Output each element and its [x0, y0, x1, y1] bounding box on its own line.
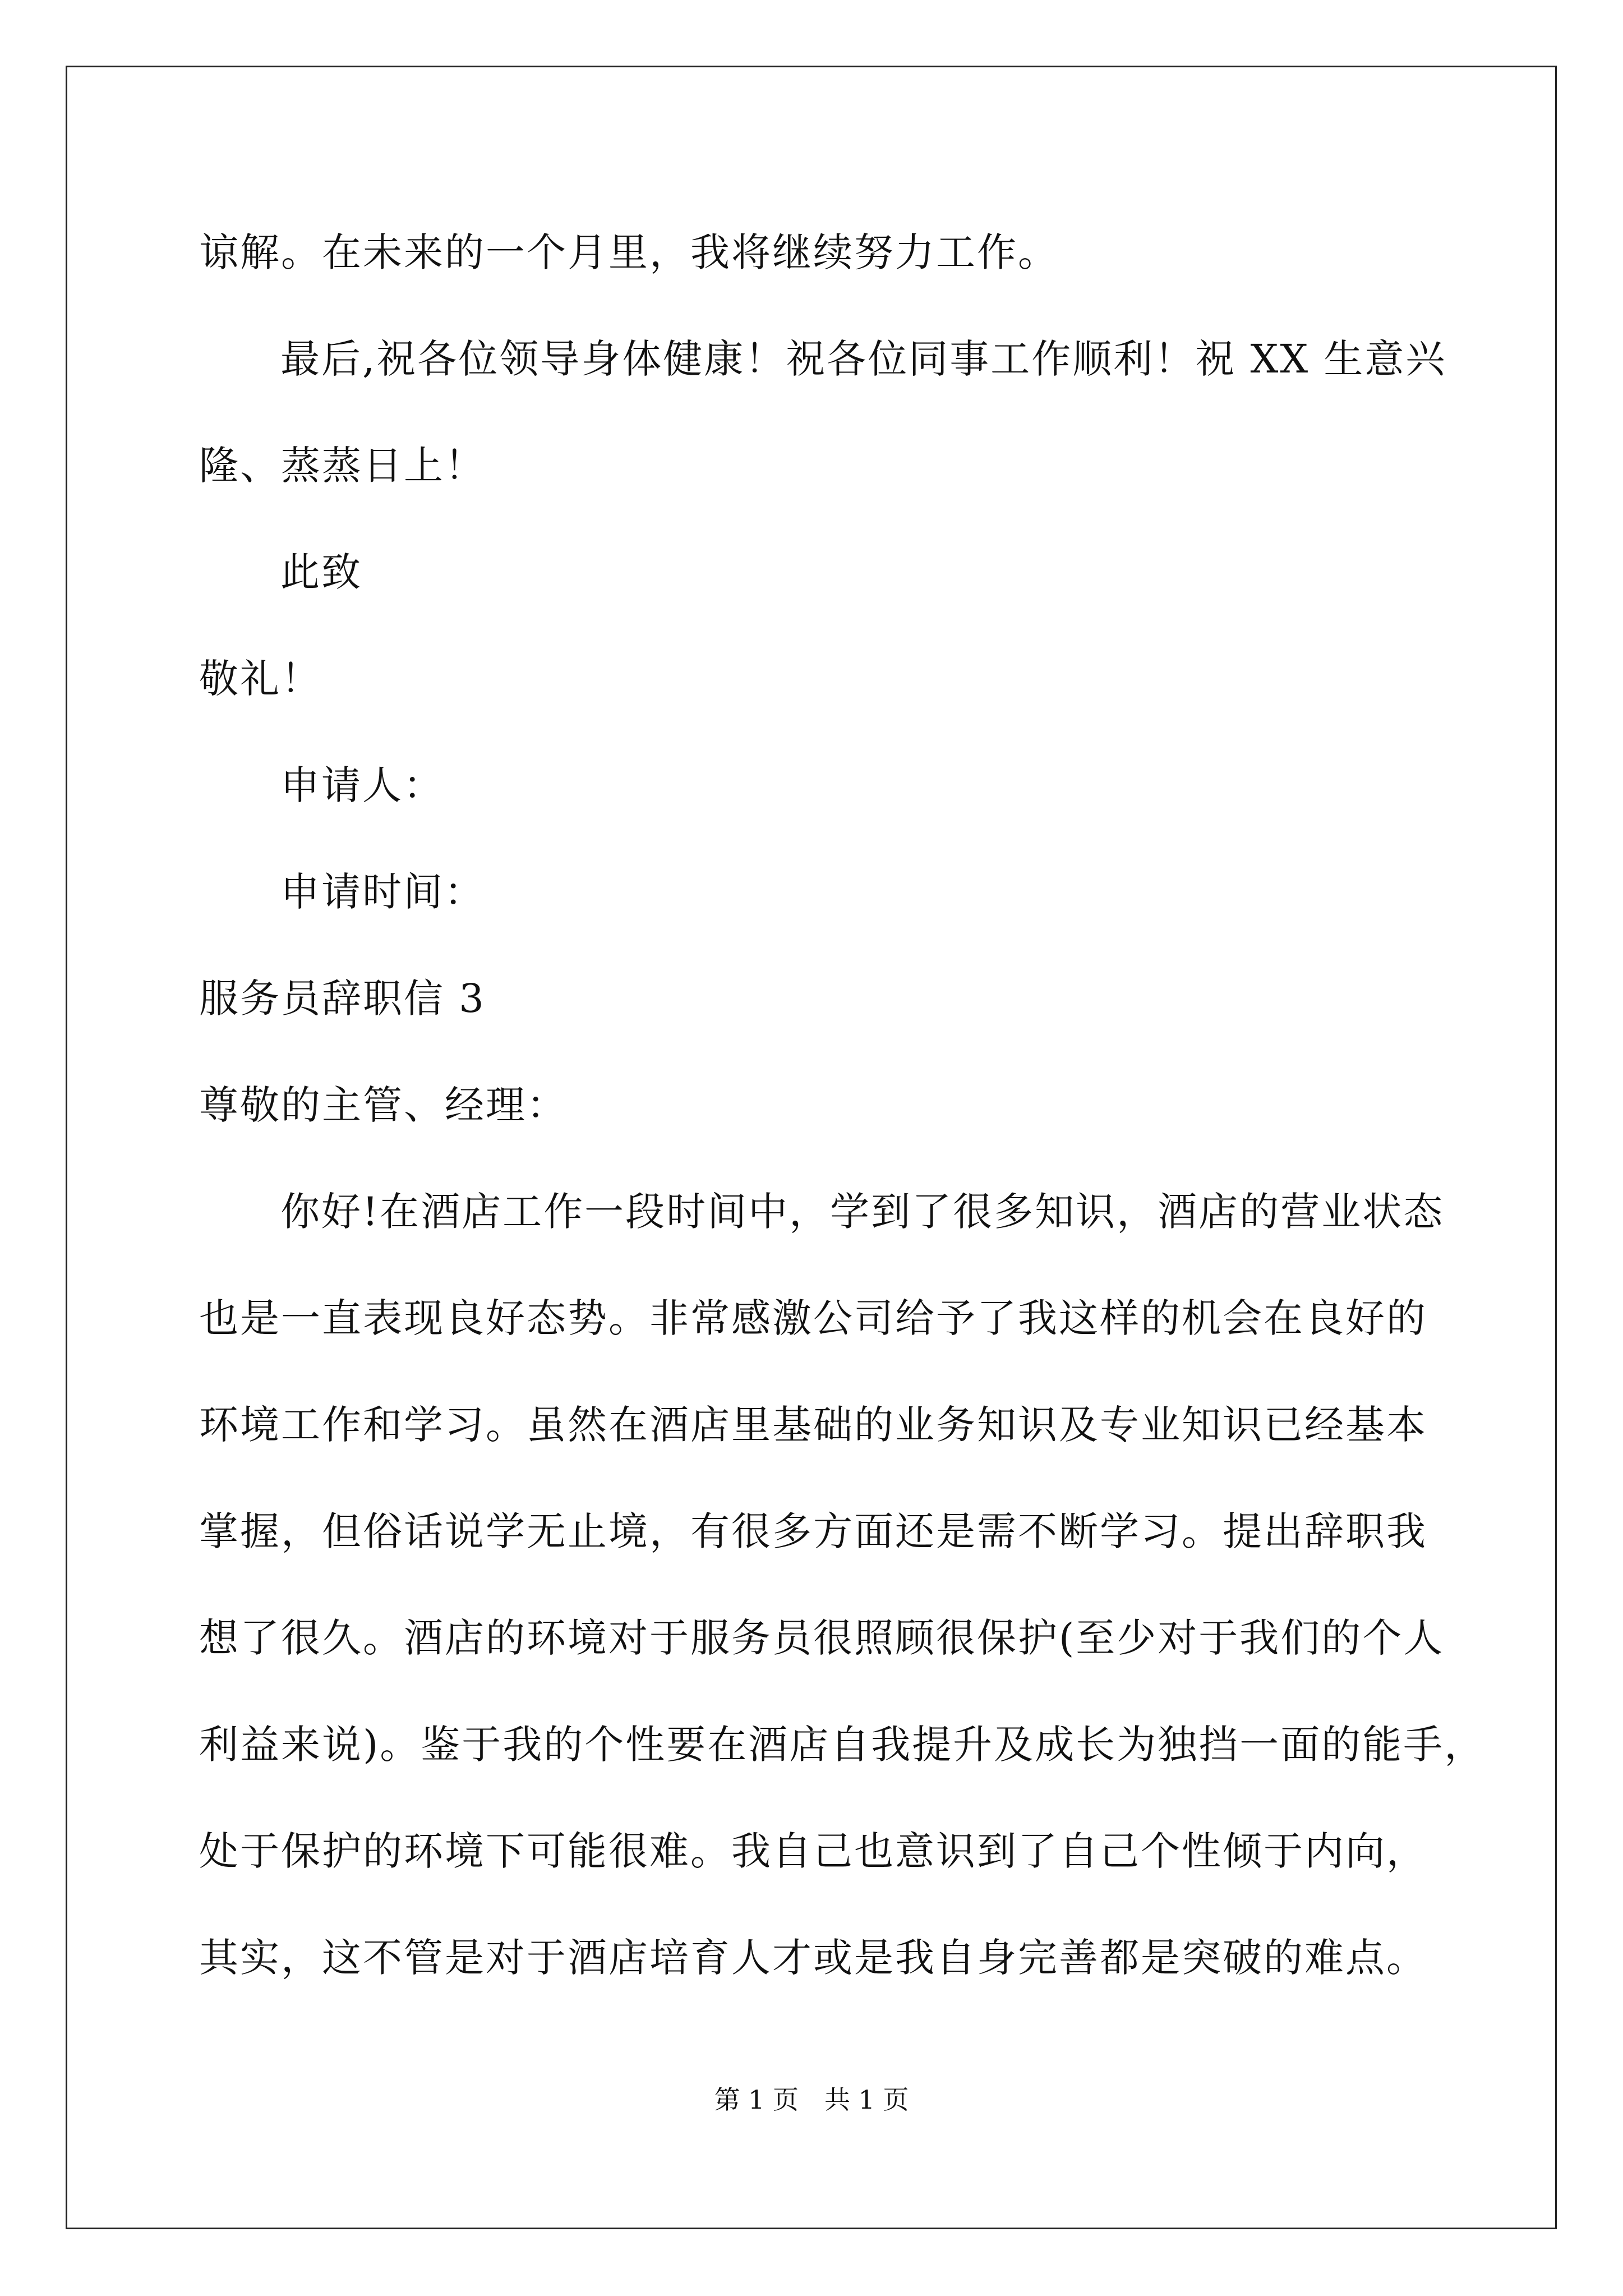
text-line-11: 也是一直表现良好态势。非常感激公司给予了我这样的机会在良好的: [199, 1295, 1427, 1341]
salutation-cizhi: 此致: [280, 549, 362, 595]
applicant-label: 申请人：: [280, 762, 444, 808]
application-date-label: 申请时间：: [280, 869, 485, 915]
salutation-jingli: 敬礼！: [199, 656, 322, 702]
text-line-1: 谅解。在未来的一个月里，我将继续努力工作。: [199, 229, 1059, 275]
text-line-12: 环境工作和学习。虽然在酒店里基础的业务知识及专业知识已经基本: [199, 1402, 1427, 1448]
text-line-14: 想了很久。酒店的环境对于服务员很照顾很保护(至少对于我们的个人: [199, 1615, 1445, 1661]
text-line-3: 隆、蒸蒸日上！: [199, 443, 486, 489]
text-line-13: 掌握，但俗话说学无止境，有很多方面还是需不断学习。提出辞职我: [199, 1508, 1427, 1554]
text-line-15: 利益来说)。鉴于我的个性要在酒店自我提升及成长为独挡一面的能手，: [199, 1722, 1486, 1768]
section-title: 服务员辞职信 3: [199, 976, 486, 1022]
text-line-10: 你好!在酒店工作一段时间中，学到了很多知识，酒店的营业状态: [280, 1189, 1445, 1235]
page-footer: 第 1 页 共 1 页: [714, 2085, 909, 2115]
text-line-2: 最后,祝各位领导身体健康！祝各位同事工作顺利！祝 XX 生意兴: [280, 336, 1447, 382]
letter-greeting: 尊敬的主管、经理：: [199, 1082, 568, 1128]
page-border: [66, 66, 1557, 2229]
text-line-16: 处于保护的环境下可能很难。我自己也意识到了自己个性倾于内向，: [199, 1828, 1427, 1874]
text-line-17: 其实，这不管是对于酒店培育人才或是我自身完善都是突破的难点。: [199, 1935, 1427, 1981]
